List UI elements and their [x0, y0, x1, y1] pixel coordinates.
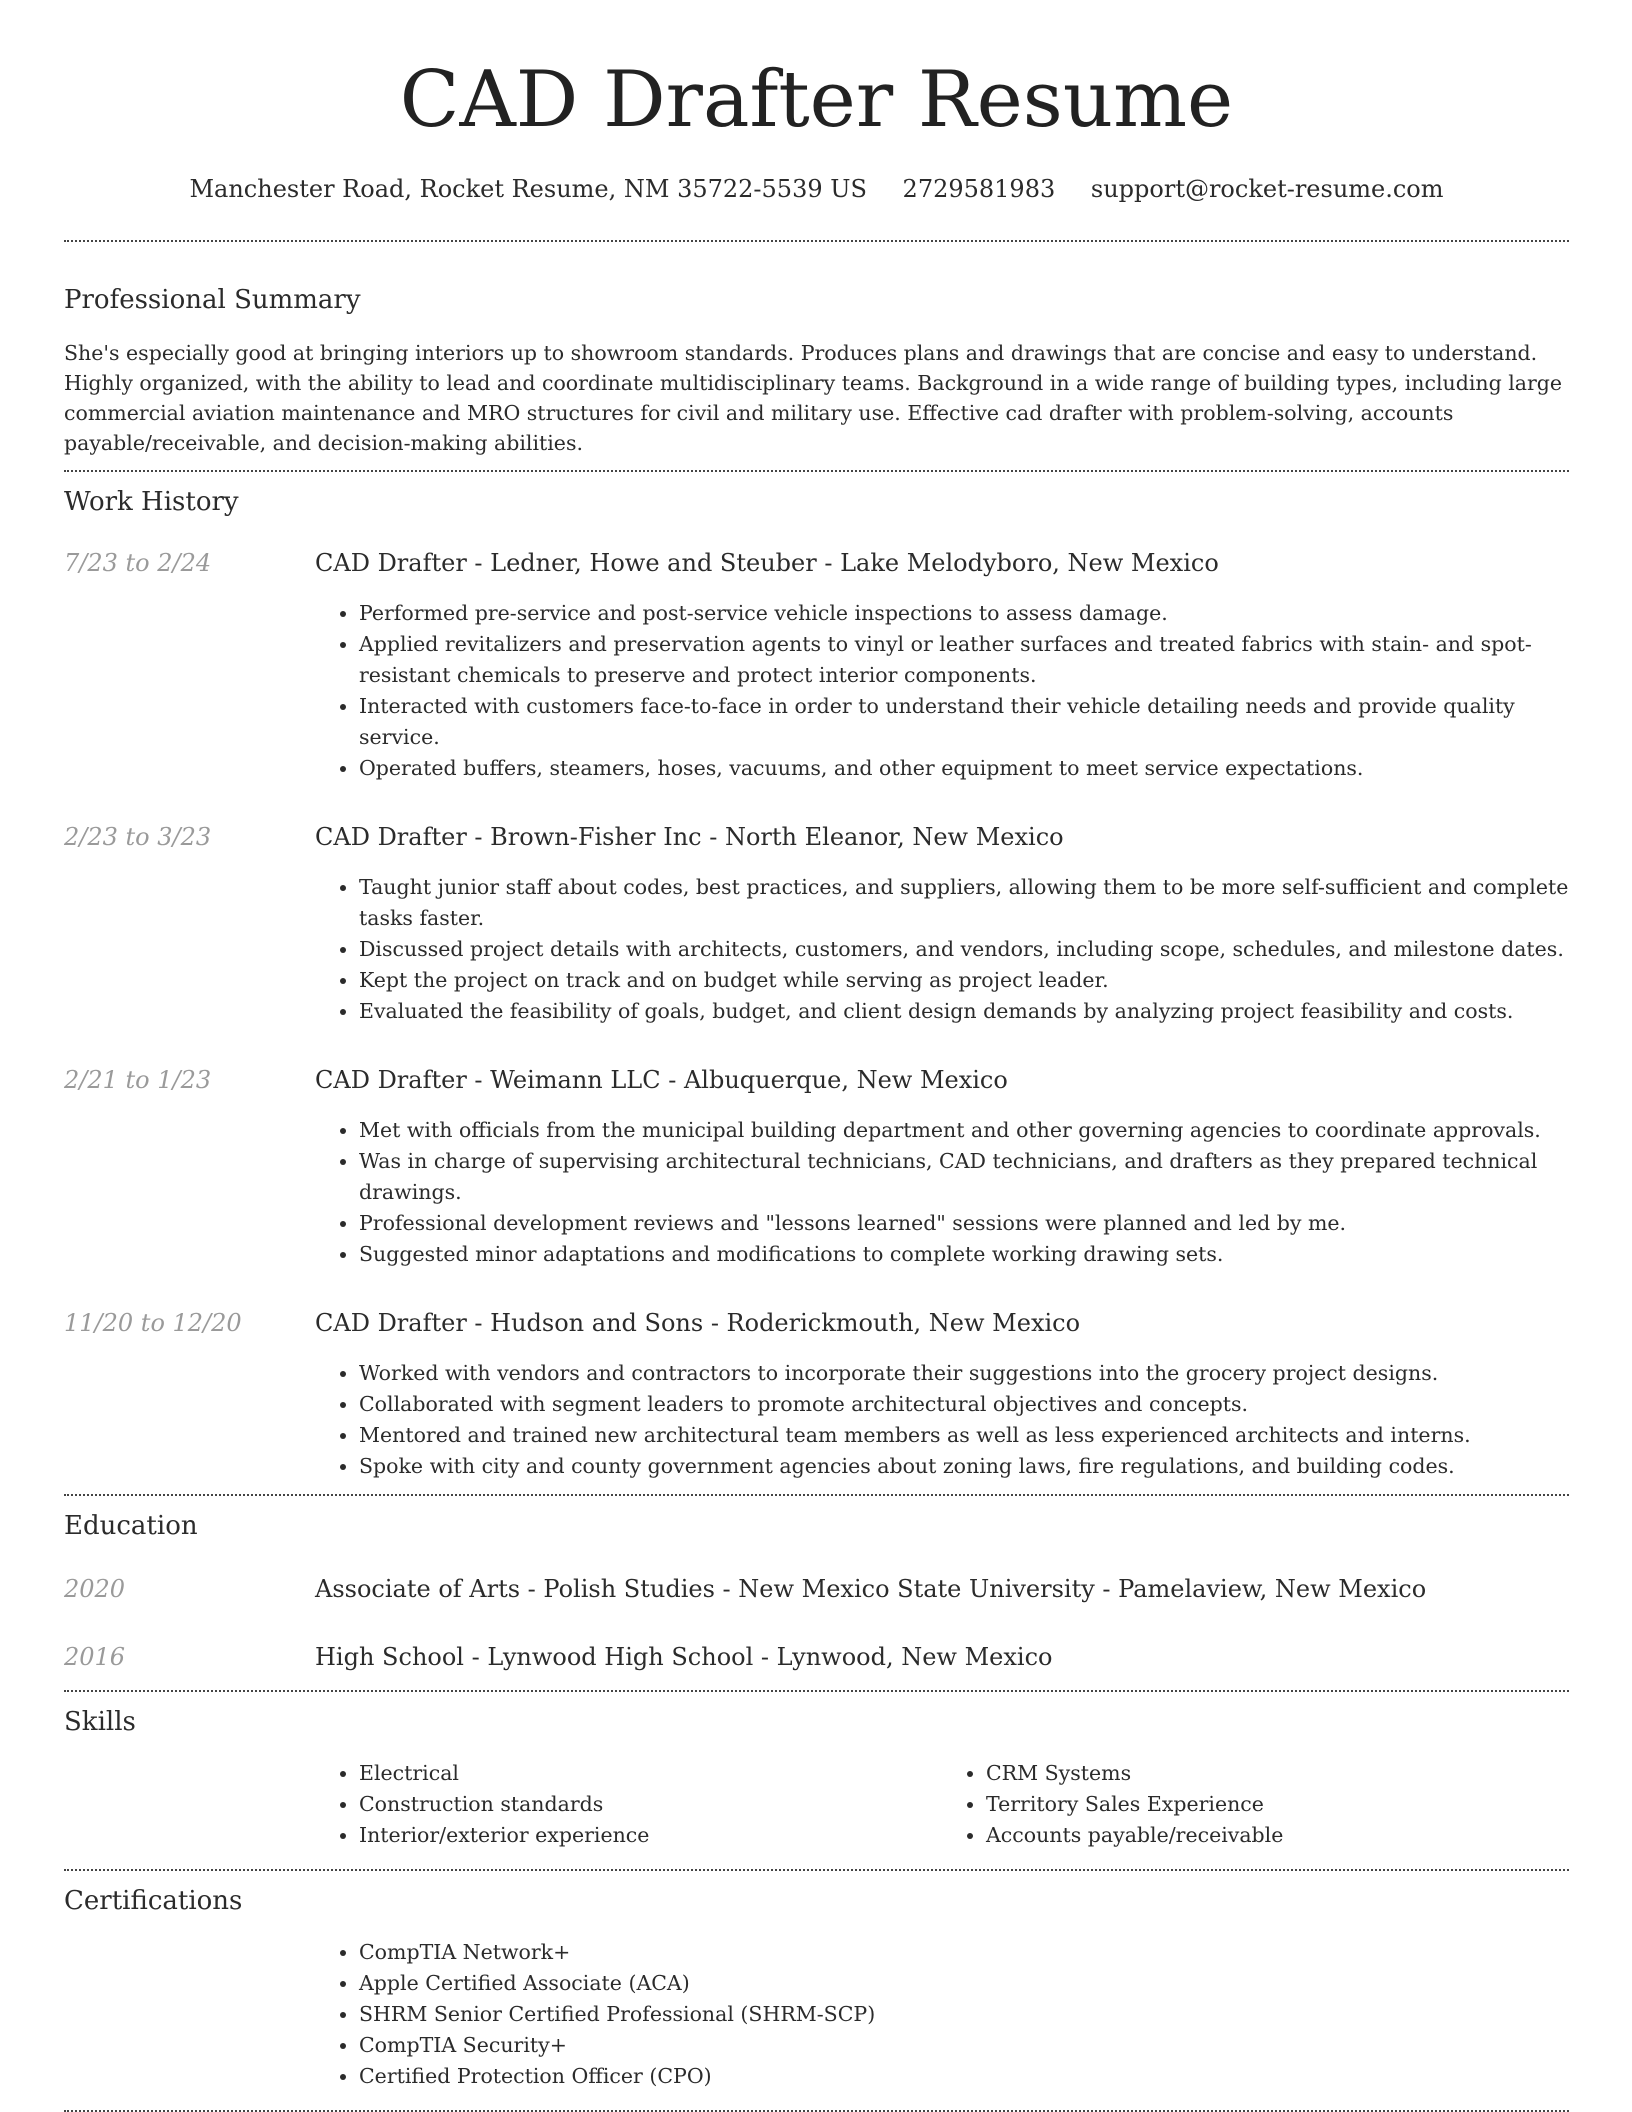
- list-item: • Professional development reviews and "lessons learned" sessions were planned and led by me.: [359, 1208, 1569, 1239]
- job-entry: [64, 546, 1569, 784]
- job-title: CAD Drafter - Brown-Fisher Inc - North Eleanor, New Mexico: [315, 823, 1064, 851]
- list-item: • Territory Sales Experience: [986, 1789, 1569, 1820]
- certifications-items: [315, 1937, 1569, 2092]
- list-item: • CompTIA Network+: [359, 1937, 1569, 1968]
- job-dates: 2/23 to 3/23: [64, 823, 212, 851]
- work-history-heading: Work History: [64, 487, 239, 517]
- education-heading: Education: [64, 1511, 198, 1541]
- list-item: • Interacted with customers face-to-face in order to understand their vehicle detailing needs and provide quality service.: [359, 691, 1569, 753]
- job-bullets: [315, 1115, 1569, 1270]
- education-title: High School - Lynwood High School - Lynwood, New Mexico: [315, 1643, 1053, 1671]
- list-item: • Interior/exterior experience: [359, 1820, 942, 1851]
- contact-phone: 2729581983: [902, 175, 1056, 203]
- divider: [64, 1869, 1569, 1871]
- list-item: • Mentored and trained new architectural team members as well as less experienced architects and interns.: [359, 1420, 1569, 1451]
- skills-heading: Skills: [64, 1707, 136, 1737]
- job-title: CAD Drafter - Hudson and Sons - Roderickmouth, New Mexico: [315, 1309, 1081, 1337]
- list-item: • Performed pre-service and post-service vehicle inspections to assess damage.: [359, 598, 1569, 629]
- job-bullets: [315, 1358, 1569, 1482]
- job-bullets: [315, 872, 1569, 1027]
- certifications-list: [64, 1937, 1569, 2092]
- summary-heading: Professional Summary: [64, 285, 361, 315]
- job-title: CAD Drafter - Weimann LLC - Albuquerque, New Mexico: [315, 1066, 1008, 1094]
- list-item: • Applied revitalizers and preservation agents to vinyl or leather surfaces and treated fabrics with stain- and spot-resistant chemicals to preserve and protect interior components.: [359, 629, 1569, 691]
- job-bullets: [315, 598, 1569, 784]
- list-item: • Taught junior staff about codes, best practices, and suppliers, allowing them to be more self-sufficient and complete tasks faster.: [359, 872, 1569, 934]
- summary-text: She's especially good at bringing interiors up to showroom standards. Produces plans and drawings that are concise and easy to understand. Highly organized, with the ability to lead and coordinate multidisciplinary teams. Background in a wide range of building types, including large commercial aviation maintenance and MRO structures for civil and military use. Effective cad drafter with problem-solving, accounts payable/receivable, and decision-making abilities.: [64, 341, 1563, 455]
- list-item: • Certified Protection Officer (CPO): [359, 2061, 1569, 2092]
- list-item: • Apple Certified Associate (ACA): [359, 1968, 1569, 1999]
- resume-name: CAD Drafter Resume: [399, 55, 1234, 145]
- list-item: • Evaluated the feasibility of goals, budget, and client design demands by analyzing project feasibility and costs.: [359, 996, 1569, 1027]
- job-dates: 7/23 to 2/24: [64, 549, 212, 577]
- list-item: • Discussed project details with architects, customers, and vendors, including scope, schedules, and milestone dates.: [359, 934, 1569, 965]
- skills-column-left: [315, 1758, 942, 1851]
- divider: [64, 240, 1569, 242]
- list-item: • Suggested minor adaptations and modifications to complete working drawing sets.: [359, 1239, 1569, 1270]
- list-item: • CompTIA Security+: [359, 2030, 1569, 2061]
- contact-email: support@rocket-resume.com: [1090, 175, 1444, 203]
- education-title: Associate of Arts - Polish Studies - New Mexico State University - Pamelaview, New Mexico: [315, 1575, 1427, 1603]
- list-item: • Accounts payable/receivable: [986, 1820, 1569, 1851]
- skills-column-right: [942, 1758, 1569, 1851]
- list-item: • Kept the project on track and on budget while serving as project leader.: [359, 965, 1569, 996]
- list-item: • Electrical: [359, 1758, 942, 1789]
- divider: [64, 1494, 1569, 1496]
- divider: [64, 470, 1569, 472]
- list-item: • Spoke with city and county government agencies about zoning laws, fire regulations, and building codes.: [359, 1451, 1569, 1482]
- certifications-heading: Certifications: [64, 1886, 243, 1916]
- job-dates: 11/20 to 12/20: [64, 1309, 242, 1337]
- list-item: • Was in charge of supervising architectural technicians, CAD technicians, and drafters as they prepared technical drawings.: [359, 1146, 1569, 1208]
- list-item: • CRM Systems: [986, 1758, 1569, 1789]
- education-year: 2016: [64, 1643, 126, 1671]
- education-entry: [64, 1572, 1569, 1606]
- contact-line: [64, 172, 1569, 206]
- list-item: • Construction standards: [359, 1789, 942, 1820]
- list-item: • Operated buffers, steamers, hoses, vacuums, and other equipment to meet service expectations.: [359, 753, 1569, 784]
- job-title: CAD Drafter - Ledner, Howe and Steuber - Lake Melodyboro, New Mexico: [315, 549, 1219, 577]
- job-entry: [64, 1306, 1569, 1482]
- education-entry: [64, 1640, 1569, 1674]
- list-item: • Met with officials from the municipal building department and other governing agencies to coordinate approvals.: [359, 1115, 1569, 1146]
- contact-address: Manchester Road, Rocket Resume, NM 35722-5539 US: [189, 175, 867, 203]
- list-item: • SHRM Senior Certified Professional (SHRM-SCP): [359, 1999, 1569, 2030]
- job-dates: 2/21 to 1/23: [64, 1066, 212, 1094]
- skills-list: [315, 1758, 1569, 1851]
- list-item: • Worked with vendors and contractors to incorporate their suggestions into the grocery project designs.: [359, 1358, 1569, 1389]
- job-entry: [64, 820, 1569, 1027]
- job-entry: [64, 1063, 1569, 1270]
- list-item: • Collaborated with segment leaders to promote architectural objectives and concepts.: [359, 1389, 1569, 1420]
- education-year: 2020: [64, 1575, 126, 1603]
- resume-page: [64, 0, 1569, 2112]
- divider: [64, 1690, 1569, 1692]
